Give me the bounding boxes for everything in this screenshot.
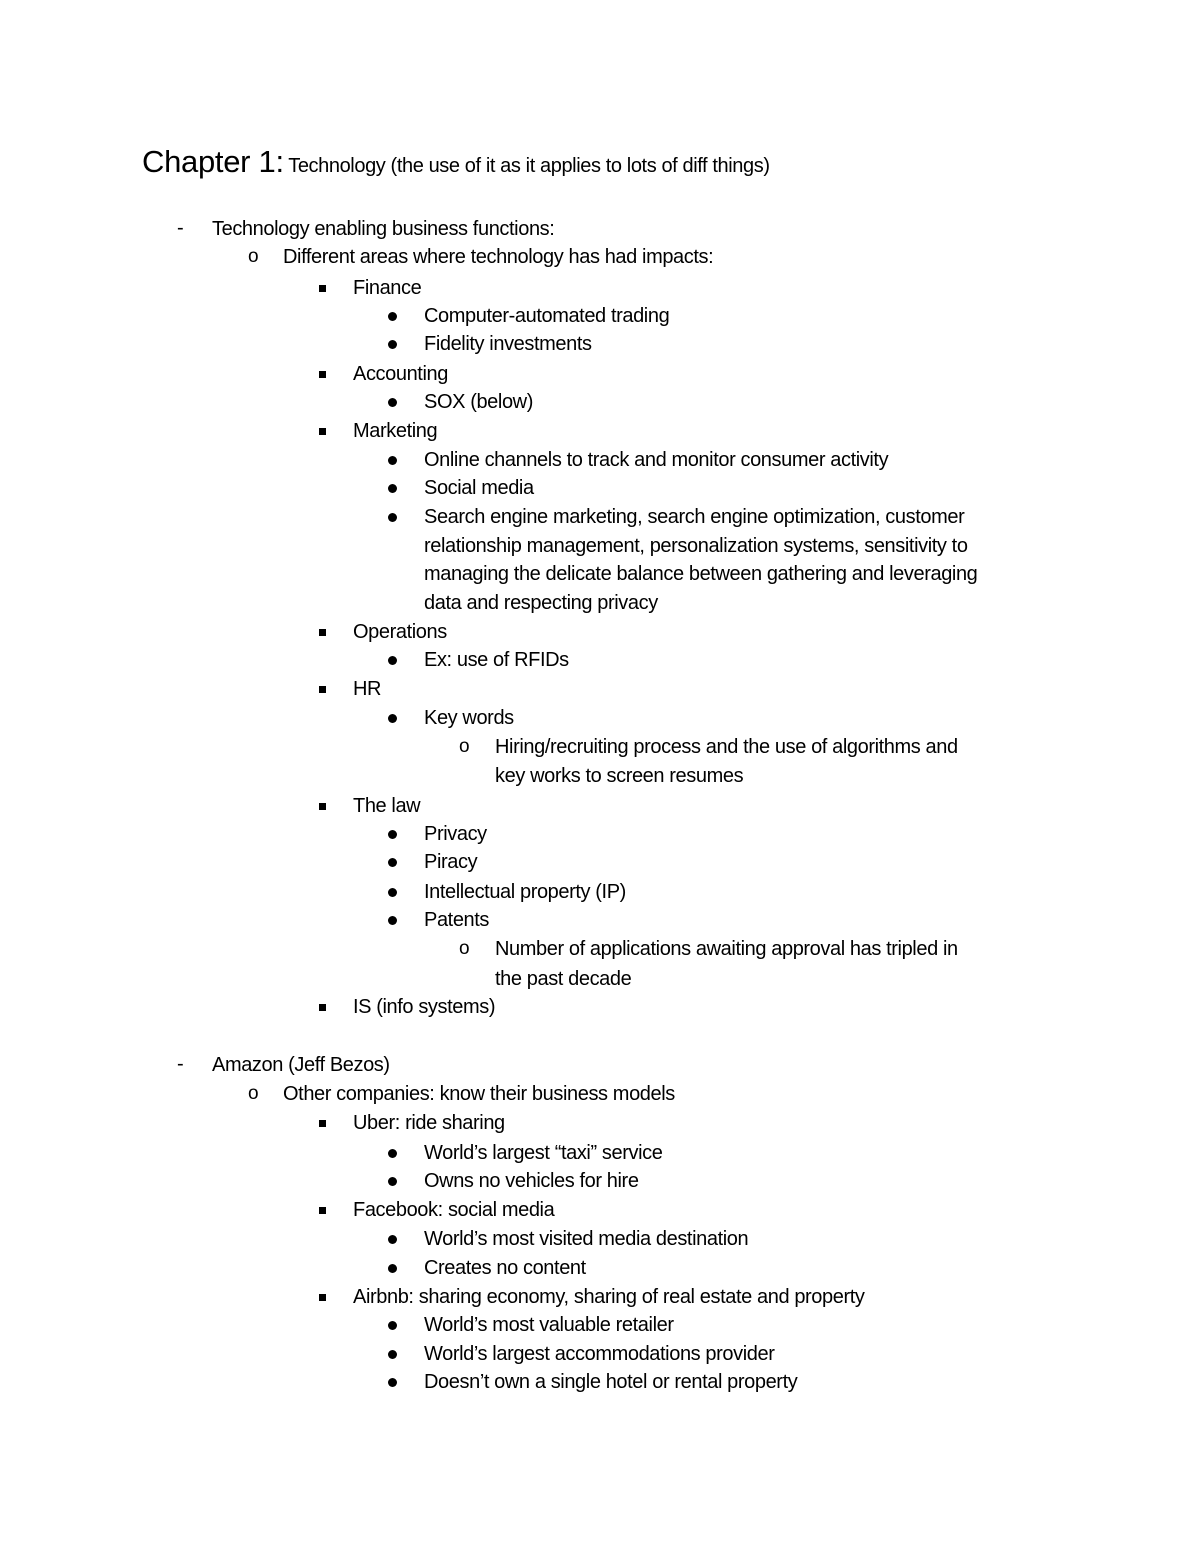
- dot-bullet-icon: [388, 656, 397, 665]
- outline-item: World’s largest “taxi” service: [424, 1142, 663, 1164]
- outline-item: IS (info systems): [353, 996, 496, 1018]
- outline-item: Number of applications awaiting approval has tripled in: [495, 938, 958, 960]
- dot-bullet-icon: [388, 714, 397, 723]
- chapter-label: Chapter 1:: [142, 144, 284, 179]
- square-bullet-icon: [319, 1294, 326, 1301]
- dot-bullet-icon: [388, 1350, 397, 1359]
- outline-item: World’s largest accommodations provider: [424, 1343, 775, 1365]
- outline-item: Ex: use of RFIDs: [424, 649, 569, 671]
- circle-bullet-icon: o: [459, 736, 470, 757]
- square-bullet-icon: [319, 371, 326, 378]
- outline-item: Online channels to track and monitor consumer activity: [424, 449, 889, 471]
- outline-item: Operations: [353, 621, 447, 643]
- dot-bullet-icon: [388, 858, 397, 867]
- outline-item: Amazon (Jeff Bezos): [212, 1054, 390, 1076]
- square-bullet-icon: [319, 285, 326, 292]
- outline-line-continuation: key works to screen resumes: [495, 765, 744, 787]
- outline-item: Hiring/recruiting process and the use of algorithms and: [495, 736, 958, 758]
- outline-item: Accounting: [353, 363, 448, 385]
- outline-item: Technology enabling business functions:: [212, 218, 555, 240]
- outline-line-continuation: data and respecting privacy: [424, 592, 658, 614]
- circle-bullet-icon: o: [459, 938, 470, 959]
- outline-line-continuation: the past decade: [495, 968, 632, 990]
- outline-item: Other companies: know their business models: [283, 1083, 675, 1105]
- circle-bullet-icon: o: [248, 246, 259, 267]
- outline-item: Facebook: social media: [353, 1199, 555, 1221]
- dot-bullet-icon: [388, 1177, 397, 1186]
- dot-bullet-icon: [388, 398, 397, 407]
- dash-bullet-icon: -: [177, 1053, 184, 1075]
- square-bullet-icon: [319, 803, 326, 810]
- chapter-subtitle: Technology (the use of it as it applies to lots of diff things): [288, 155, 770, 177]
- outline-item: Social media: [424, 477, 534, 499]
- outline-item: World’s most visited media destination: [424, 1228, 749, 1250]
- outline-item: Finance: [353, 277, 422, 299]
- dot-bullet-icon: [388, 1378, 397, 1387]
- outline-item: Owns no vehicles for hire: [424, 1170, 639, 1192]
- dot-bullet-icon: [388, 456, 397, 465]
- dot-bullet-icon: [388, 484, 397, 493]
- square-bullet-icon: [319, 1120, 326, 1127]
- chapter-heading: [142, 146, 770, 177]
- outline-item: Key words: [424, 707, 514, 729]
- dot-bullet-icon: [388, 1321, 397, 1330]
- dot-bullet-icon: [388, 916, 397, 925]
- dot-bullet-icon: [388, 888, 397, 897]
- outline-item: World’s most valuable retailer: [424, 1314, 674, 1336]
- outline-item: The law: [353, 795, 421, 817]
- outline-item: Marketing: [353, 420, 438, 442]
- dot-bullet-icon: [388, 830, 397, 839]
- dot-bullet-icon: [388, 513, 397, 522]
- dot-bullet-icon: [388, 1149, 397, 1158]
- dot-bullet-icon: [388, 1264, 397, 1273]
- outline-item: Uber: ride sharing: [353, 1112, 505, 1134]
- outline-item: Intellectual property (IP): [424, 881, 626, 903]
- outline-item: Privacy: [424, 823, 487, 845]
- outline-item: Airbnb: sharing economy, sharing of real estate and property: [353, 1286, 865, 1308]
- dot-bullet-icon: [388, 340, 397, 349]
- outline-item: Fidelity investments: [424, 333, 592, 355]
- outline-item: Computer-automated trading: [424, 305, 670, 327]
- square-bullet-icon: [319, 1004, 326, 1011]
- outline-item: Piracy: [424, 851, 478, 873]
- outline-line-continuation: relationship management, personalization systems, sensitivity to: [424, 535, 968, 557]
- square-bullet-icon: [319, 1207, 326, 1214]
- circle-bullet-icon: o: [248, 1083, 259, 1104]
- outline-item: Search engine marketing, search engine optimization, customer: [424, 506, 965, 528]
- outline-item: HR: [353, 678, 382, 700]
- dot-bullet-icon: [388, 1235, 397, 1244]
- dot-bullet-icon: [388, 312, 397, 321]
- dash-bullet-icon: -: [177, 217, 184, 239]
- outline-item: Patents: [424, 909, 490, 931]
- square-bullet-icon: [319, 686, 326, 693]
- outline-line-continuation: managing the delicate balance between gathering and leveraging: [424, 563, 978, 585]
- outline-item: Doesn’t own a single hotel or rental property: [424, 1371, 798, 1393]
- outline-item: Creates no content: [424, 1257, 586, 1279]
- outline-item: SOX (below): [424, 391, 533, 413]
- square-bullet-icon: [319, 629, 326, 636]
- outline-item: Different areas where technology has had impacts:: [283, 246, 714, 268]
- square-bullet-icon: [319, 428, 326, 435]
